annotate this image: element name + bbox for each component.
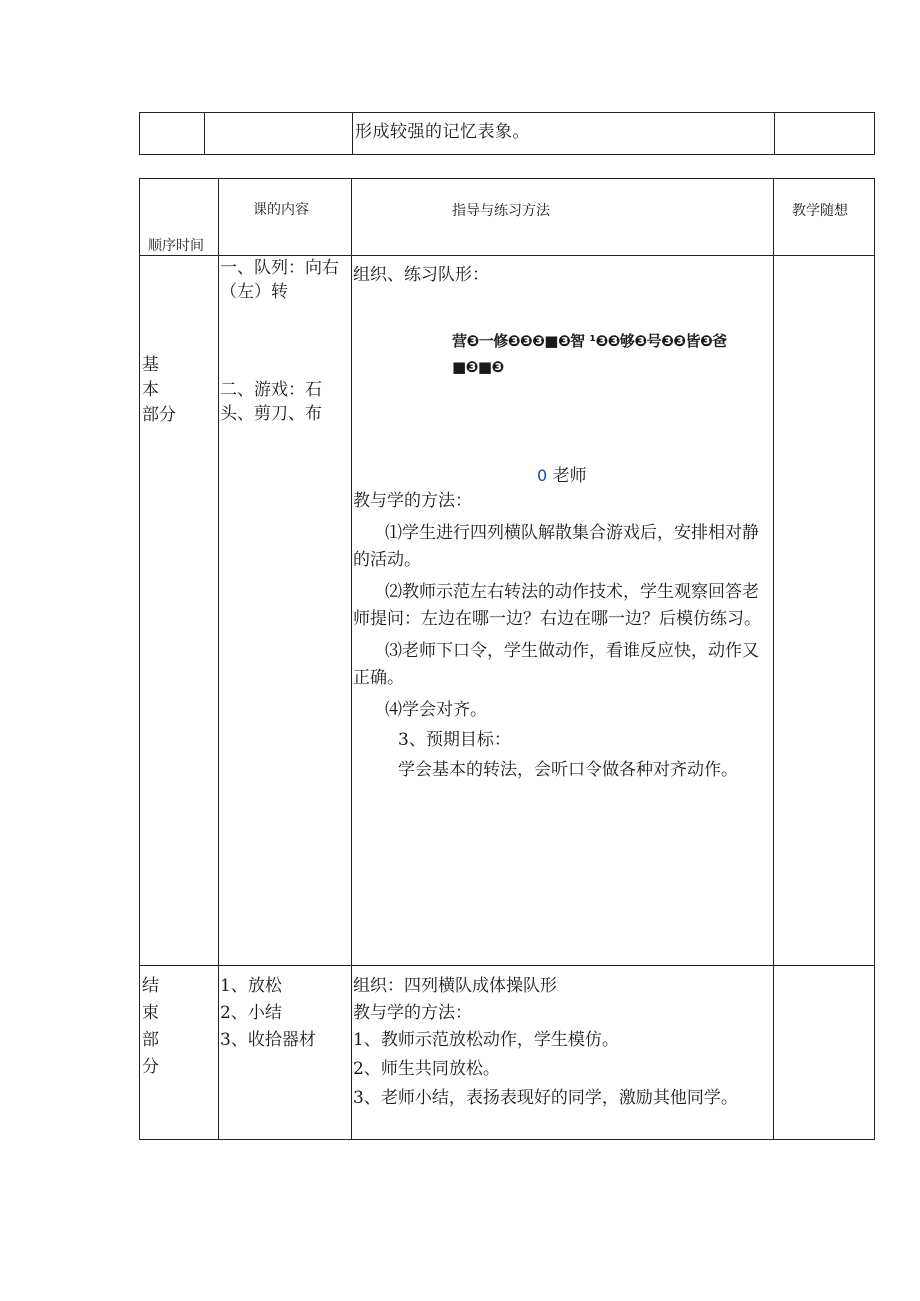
method-title: 教与学的方法： xyxy=(353,491,472,511)
end-label-line: 分 xyxy=(142,1057,159,1077)
teaching-methods xyxy=(353,488,773,784)
header-sequence-time xyxy=(140,179,219,256)
end-method-title: 教与学的方法： xyxy=(353,1003,472,1023)
end-step: 2、师生共同放松。 xyxy=(353,1059,500,1079)
formation-line: ■❸■❸ xyxy=(452,358,504,376)
top-cell-content xyxy=(205,113,353,155)
end-section-notes xyxy=(774,966,875,1140)
basic-label-line: 本 xyxy=(142,380,159,400)
table-header-row xyxy=(140,179,875,256)
basic-label-line: 部分 xyxy=(142,405,176,425)
end-label-line: 部 xyxy=(142,1030,159,1050)
top-fragment-table xyxy=(139,112,875,155)
method-step: ⑷学会对齐。 xyxy=(385,700,487,720)
teacher-position-icon: 0 xyxy=(537,466,548,485)
top-cell-sequence xyxy=(140,113,205,155)
method-step: ⑴学生进行四列横队解散集合游戏后，安排相对静的活动。 xyxy=(353,523,759,570)
teacher-marker xyxy=(537,462,587,490)
end-section-label xyxy=(140,966,219,1140)
formation-line: 营❸一修❸❸❸■❸智 ¹❸❸够❸号❸❸皆❸爸 xyxy=(452,332,727,350)
goal-title: 3、预期目标： xyxy=(398,730,511,750)
end-content-item: 2、小结 xyxy=(220,1003,282,1023)
top-fragment-row xyxy=(140,113,875,155)
end-section-content xyxy=(219,966,352,1140)
top-cell-method xyxy=(353,113,775,155)
header-sequence-time-label: 顺序时间 xyxy=(148,238,204,254)
header-content-label: 课的内容 xyxy=(253,202,309,218)
end-step: 3、老师小结，表扬表现好的同学，激励其他同学。 xyxy=(353,1088,738,1108)
end-org: 组织：四列横队成体操队形 xyxy=(353,976,557,996)
header-method xyxy=(352,179,774,256)
end-content-item: 3、收拾器材 xyxy=(220,1030,316,1050)
basic-section-label xyxy=(140,256,219,966)
formation-diagram-text xyxy=(452,328,752,380)
end-section-method xyxy=(352,966,774,1140)
header-notes xyxy=(774,179,875,256)
end-step: 1、教师示范放松动作，学生模仿。 xyxy=(353,1030,619,1050)
basic-label-line: 基 xyxy=(142,355,159,375)
content-item-formation: 一、队列：向右（左）转 xyxy=(220,258,339,302)
method-step: ⑶老师下口令，学生做动作，看谁反应快，动作又正确。 xyxy=(353,641,759,688)
basic-section-row xyxy=(140,256,875,966)
basic-section-notes xyxy=(774,256,875,966)
header-notes-label: 教学随想 xyxy=(792,203,848,219)
top-fragment-text: 形成较强的记忆表象。 xyxy=(355,122,530,142)
method-step: ⑵教师示范左右转法的动作技术，学生观察回答老师提问：左边在哪一边？右边在哪一边？后模仿练习。 xyxy=(353,582,761,629)
teacher-label: 老师 xyxy=(552,466,587,486)
end-label-line: 束 xyxy=(142,1003,159,1023)
lesson-plan-table xyxy=(139,178,875,1140)
goal-text: 学会基本的转法，会听口令做各种对齐动作。 xyxy=(398,760,738,780)
basic-section-method xyxy=(352,256,774,966)
end-label-line: 结 xyxy=(142,976,159,996)
header-method-label: 指导与练习方法 xyxy=(452,203,550,219)
end-section-row xyxy=(140,966,875,1140)
basic-section-content xyxy=(219,256,352,966)
header-content xyxy=(219,179,352,256)
org-title: 组织、练习队形： xyxy=(353,265,489,285)
end-content-item: 1、放松 xyxy=(220,976,282,996)
content-item-game: 二、游戏：石头、剪刀、布 xyxy=(220,380,322,424)
top-cell-notes xyxy=(775,113,875,155)
